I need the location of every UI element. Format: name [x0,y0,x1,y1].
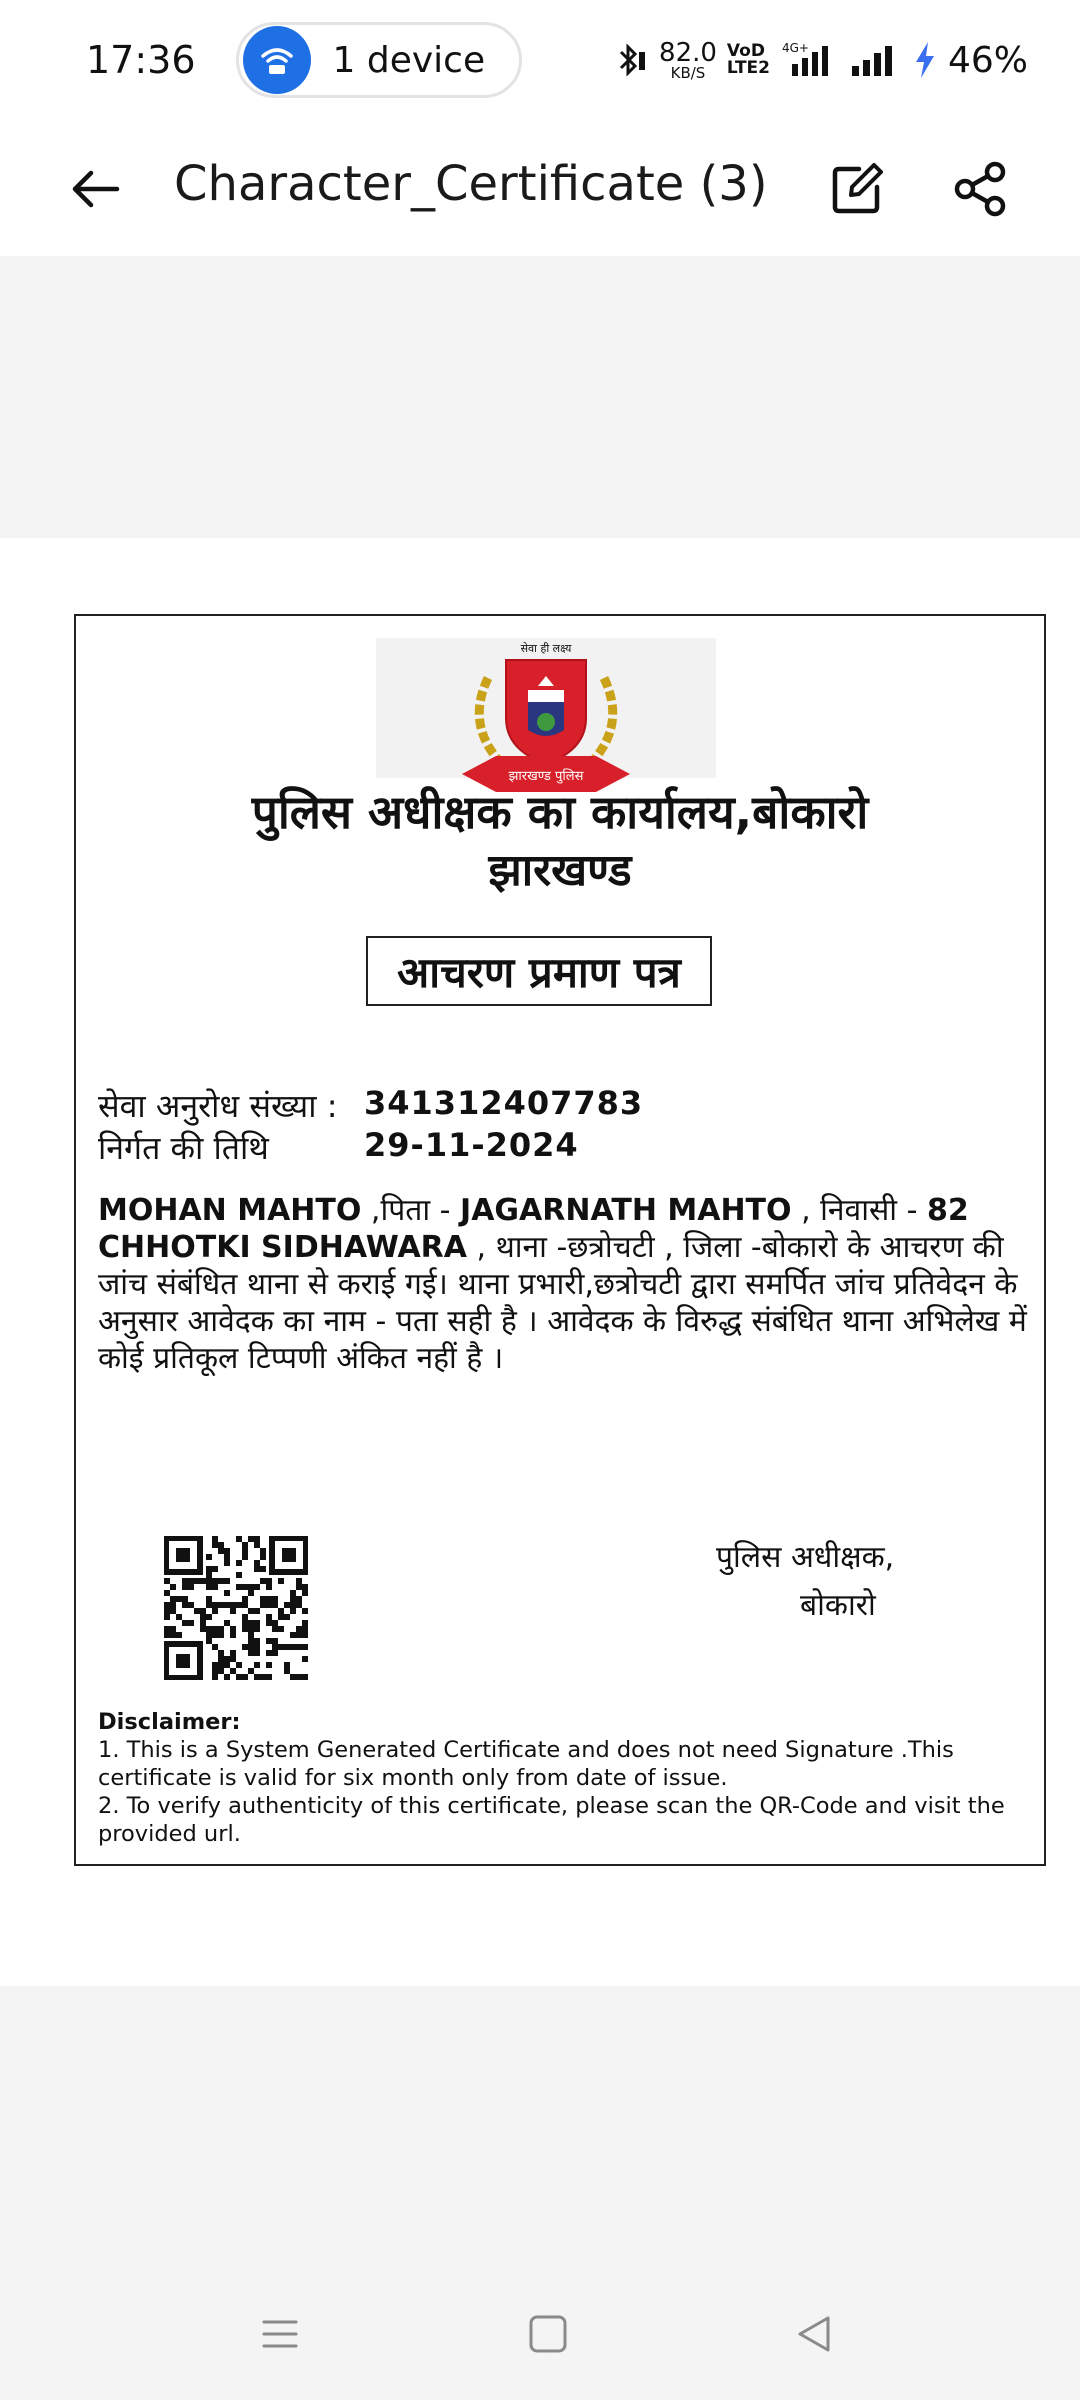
issue-date-label: निर्गत की तिथि [98,1129,269,1167]
disclaimer-item: 2. To verify authenticity of this certificate, please scan the QR-Code and visit the provided url. [98,1793,1005,1847]
signatory-title: पुलिस अधीक्षक, [716,1540,895,1575]
disclaimer-title: Disclaimer: [98,1709,241,1735]
office-heading: पुलिस अधीक्षक का कार्यालय,बोकारो [251,785,869,839]
certificate [74,614,1046,1866]
status-time: 17:36 [86,38,196,82]
home-button[interactable] [518,2304,578,2364]
home-square-icon [526,2312,570,2356]
wifi-icon [243,26,311,94]
status-icons [615,37,1028,82]
volte-indicator: VoD LTE2 [726,41,770,78]
navigation-bar [0,2268,1080,2400]
signal-4g-icon [780,40,836,80]
document-title: Character_Certificate (3) [174,156,768,212]
menu-icon [258,2312,302,2356]
office-state: झारखण्ड [488,845,632,896]
viewer-background [0,1986,1080,2268]
request-number-value: 341312407783 [364,1084,644,1122]
signal-icon [846,40,902,80]
signatory [716,1534,894,1630]
arrow-left-icon [65,159,125,219]
viewer-background [0,256,1080,538]
device-pill-label: 1 device [332,39,486,81]
bluetooth-icon [615,40,649,80]
svg-text:4G+: 4G+ [781,41,809,55]
disclaimer-item: 1. This is a System Generated Certificate and does not need Signature .This certificate is valid for six month only from date of issue. [98,1737,954,1791]
issue-date-row [98,1126,579,1169]
share-button[interactable] [944,152,1018,226]
app-bar [0,120,1080,256]
share-icon [951,159,1011,219]
charging-icon [912,40,938,80]
battery-level: 46% [947,39,1028,81]
back-triangle-icon [792,2312,836,2356]
applicant-address: 82 CHHOTKI SIDHAWARA [98,1193,969,1265]
emblem-motto: सेवा ही लक्ष्य [520,642,572,655]
signatory-place: बोकारो [800,1588,876,1623]
edit-button[interactable] [820,152,894,226]
issue-date-value: 29-11-2024 [364,1126,579,1164]
recents-button[interactable] [250,2304,310,2364]
certificate-statement: , थाना -छत्रोचटी , जिला -बोकारो के आचरण की जांच संबंधित थाना से कराई गई। थाना प्रभारी,छत्रोचटी द्वारा समर्पित जांच प्रतिवेदन के अनुसार आवेदक का नाम - पता सही है । आवेदक के विरुद्ध संबंधित थाना अभिलेख में कोई प्रतिकूल टिप्पणी अंकित नहीं है । [98,1230,1027,1376]
request-number-row [98,1084,643,1127]
certificate-title: आचरण प्रमाण पत्र [366,936,712,1006]
device-pill[interactable] [236,22,523,98]
net-speed: 82.0 KB/S [659,37,717,82]
edit-icon [827,159,887,219]
back-button[interactable] [60,154,130,224]
applicant-name: MOHAN MAHTO [98,1193,362,1228]
certificate-body: MOHAN MAHTO ,पिता - JAGARNATH MAHTO , निवासी - 82 CHHOTKI SIDHAWARA , थाना -छत्रोचटी , जिला -बोकारो के आचरण की जांच संबंधित थाना से कराई गई। थाना प्रभारी,छत्रोचटी द्वारा समर्पित जांच प्रतिवेदन के अनुसार आवेदक का नाम - पता सही है । आवेदक के विरुद्ध संबंधित थाना अभिलेख में कोई प्रतिकूल टिप्पणी अंकित नहीं है । [98,1193,1027,1376]
system-back-button[interactable] [784,2304,844,2364]
request-number-label: सेवा अनुरोध संख्या : [98,1087,338,1125]
qr-code [164,1536,308,1680]
status-bar [0,0,1080,120]
emblem-banner: झारखण्ड पुलिस [508,769,584,784]
father-name: JAGARNATH MAHTO [460,1193,792,1228]
disclaimer [98,1708,1028,1848]
